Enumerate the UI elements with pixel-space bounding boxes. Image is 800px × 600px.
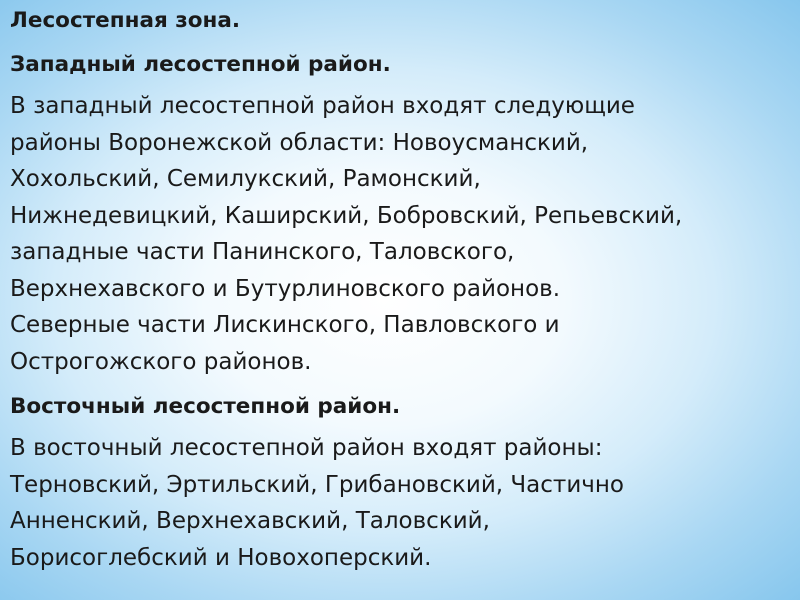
- west-region-paragraph: [10, 88, 795, 380]
- east-region-paragraph: [10, 430, 795, 576]
- paragraph-line: Верхнехавского и Бутурлиновского районов.: [10, 275, 561, 302]
- paragraph-line: Нижнедевицкий, Каширский, Бобровский, Репьевский,: [10, 202, 683, 229]
- slide-content: [10, 4, 795, 584]
- zone-title: Лесостепная зона.: [10, 8, 241, 33]
- paragraph-line: Северные части Лискинского, Павловского и: [10, 312, 560, 338]
- paragraph-line: западные части Панинского, Таловского,: [10, 239, 515, 265]
- paragraph-line: Острогожского районов.: [10, 348, 312, 375]
- paragraph-line: В западный лесостепной район входят следующие: [10, 93, 635, 119]
- west-region-heading: Западный лесостепной район.: [10, 52, 391, 77]
- paragraph-line: Хохольский, Семилукский, Рамонский,: [10, 166, 481, 192]
- paragraph-line: В восточный лесостепной район входят районы:: [10, 435, 603, 461]
- paragraph-line: Борисоглебский и Новохоперский.: [10, 544, 432, 571]
- paragraph-line: Анненский, Верхнехавский, Таловский,: [10, 508, 490, 534]
- east-region-heading: Восточный лесостепной район.: [10, 394, 401, 419]
- paragraph-line: районы Воронежской области: Новоусманский,: [10, 129, 589, 156]
- paragraph-line: Терновский, Эртильский, Грибановский, Частично: [10, 471, 624, 498]
